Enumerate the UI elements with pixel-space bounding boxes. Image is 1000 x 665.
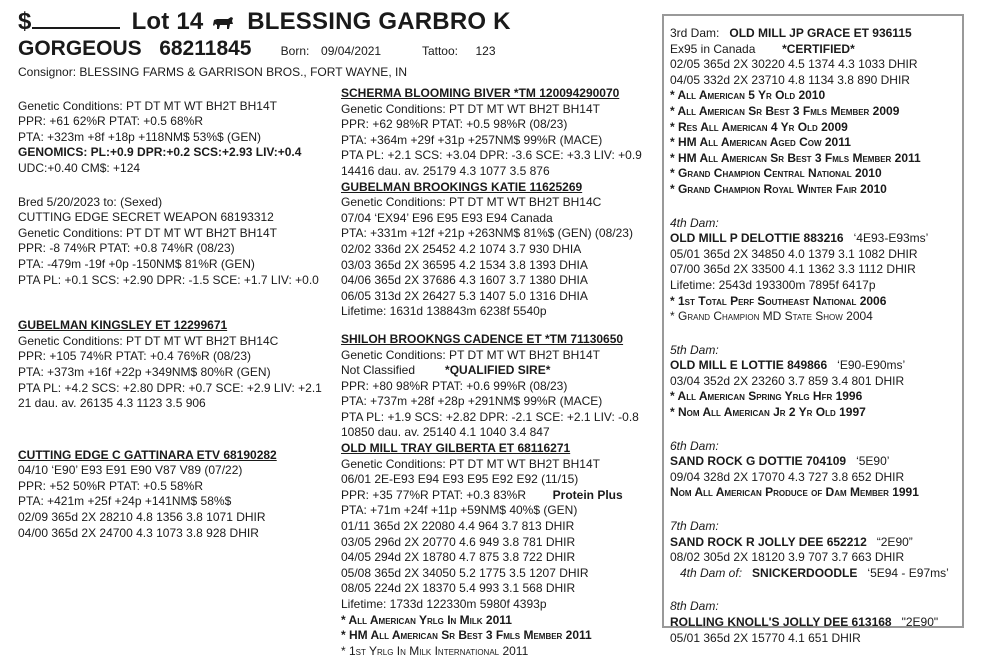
dam-name: CUTTING EDGE C GATTINARA ETV 68190282 (18, 447, 277, 462)
third-dam-classification-line (670, 42, 962, 58)
eighth-dam-name: ROLLING KNOLL'S JOLLY DEE 613168 (670, 615, 892, 629)
sixth-dam-label: 6th Dam: (670, 438, 719, 453)
eighth-dam-line (670, 615, 962, 631)
third-dam-honor: * Grand Champion Royal Winter Fair 2010 (670, 181, 887, 196)
seventh-dam-classification: “2E90” (876, 534, 913, 549)
dam-dam-ppr-line (341, 488, 661, 504)
fourth-dam-lifetime: Lifetime: 2543d 193300m 7895f 6417p (670, 277, 876, 292)
sire-pta-pl: PTA PL: +4.2 SCS: +2.80 DPR: +0.7 SCE: +2.9 LIV: +2.1 (18, 380, 322, 395)
registration-number: 68211845 (159, 37, 252, 60)
bred-pta-pl: PTA PL: +0.1 SCS: +2.90 DPR: -1.5 SCE: +1.7 LIV: +0.0 (18, 272, 319, 287)
genomics-line: GENOMICS: PL:+0.9 DPR:+0.2 SCS:+2.93 LIV:+0.4 (18, 145, 302, 160)
bred-sire: CUTTING EDGE SECRET WEAPON 68193312 (18, 210, 274, 225)
fifth-dam-line (670, 358, 962, 374)
fourth-dam-label: 4th Dam: (670, 215, 719, 230)
sire-dam-record: 06/05 313d 2X 26427 5.3 1407 5.0 1316 DHIA (341, 288, 588, 303)
sire-sire-pta-pl: PTA PL: +2.1 SCS: +3.04 DPR: -3.6 SCE: +3.3 LIV: +0.9 (341, 148, 642, 163)
dam-dam-classification: 06/01 2E-E93 E94 E93 E95 E92 E92 (11/15) (341, 472, 579, 487)
dam-dam-ppr: PPR: +35 77%R PTAT: +0.3 83%R (341, 487, 526, 502)
lot-title-line2 (18, 37, 496, 61)
lot-title-line1 (18, 8, 511, 36)
third-dam-label: 3rd Dam: (670, 26, 720, 40)
bred-pta: PTA: -479m -19f +0p -150NM$ 81%R (GEN) (18, 256, 255, 271)
dam-dam-record: 04/05 294d 2X 18780 4.7 875 3.8 722 DHIR (341, 550, 576, 565)
dam-sire-daughters: 10850 dau. av. 25140 4.1 1040 3.4 847 (341, 425, 550, 440)
seventh-dam-record: 08/02 305d 2X 18120 3.9 707 3.7 663 DHIR (670, 550, 905, 565)
dam-sire-ppr: PPR: +80 98%R PTAT: +0.6 99%R (08/23) (341, 378, 568, 393)
dam-classification: 04/10 ‘E90’ E93 E91 E90 V87 V89 (07/22) (18, 463, 243, 478)
dam-dam-record: 08/05 224d 2X 18370 5.4 993 3.1 568 DHIR (341, 581, 576, 596)
qualified-sire-badge: *QUALIFIED SIRE* (445, 363, 551, 378)
dam-dam-name: OLD MILL TRAY GILBERTA ET 68116271 (341, 441, 571, 456)
eighth-dam-classification: "2E90" (901, 615, 939, 629)
eighth-dam-record: 05/01 365d 2X 15770 4.1 651 DHIR (670, 630, 861, 645)
born-value: 09/04/2021 (321, 44, 382, 58)
sire-dam-name: GUBELMAN BROOKINGS KATIE 11625269 (341, 179, 583, 194)
sire-name: GUBELMAN KINGSLEY ET 12299671 (18, 318, 228, 333)
sire-daughters: 21 dau. av. 26135 4.3 1123 3.5 906 (18, 396, 206, 411)
dam-pta: PTA: +421m +25f +24p +141NM$ 58%$ (18, 494, 232, 509)
sire-dam-record: 03/03 365d 2X 36595 4.2 1534 3.8 1393 DHIA (341, 257, 588, 272)
fourth-dam-record: 07/00 365d 2X 33500 4.1 1362 3.3 1112 DHIR (670, 262, 916, 277)
genetic-conditions: Genetic Conditions: PT DT MT WT BH2T BH14T (18, 98, 277, 113)
sire-sire-ppr: PPR: +62 98%R PTAT: +0.5 98%R (08/23) (341, 117, 568, 132)
fourth-dam-honor: * 1st Total Perf Southeast National 2006 (670, 293, 887, 308)
dam-sire-pta: PTA: +737m +28f +28p +291NM$ 99%R (MACE) (341, 394, 603, 409)
third-dam-record: 04/05 332d 2X 23710 4.8 1134 3.8 890 DHIR (670, 72, 910, 87)
third-dam-line (670, 26, 962, 42)
fourth-dam-record: 05/01 365d 2X 34850 4.0 1379 3.1 1082 DHIR (670, 246, 918, 261)
animal-name-line1: BLESSING GARBRO K (247, 8, 511, 35)
dam-dam-record: 05/08 365d 2X 34050 5.2 1775 3.5 1207 DHIR (341, 565, 589, 580)
sire-sire-daughters: 14416 dau. av. 25179 4.3 1077 3.5 876 (341, 163, 550, 178)
sire-dam-genetic: Genetic Conditions: PT DT MT WT BH2T BH14C (341, 195, 602, 210)
ppr-line: PPR: +61 62%R PTAT: +0.5 68%R (18, 114, 203, 129)
sire-dam-record: 02/02 336d 2X 25452 4.2 1074 3.7 930 DHIA (341, 241, 582, 256)
sire-sire-genetic: Genetic Conditions: PT DT MT WT BH2T BH14T (341, 101, 600, 116)
animal-name-line2: GORGEOUS (18, 37, 142, 60)
pedigree-column (341, 86, 661, 659)
third-dam-honor: * All American Sr Best 3 Fmls Member 2009 (670, 103, 900, 118)
dam-ppr: PPR: +52 50%R PTAT: +0.5 58%R (18, 478, 203, 493)
fourth-dam-of-line (670, 566, 962, 582)
pta-line: PTA: +323m +8f +18p +118NM$ 53%$ (GEN) (18, 129, 262, 144)
third-dam-classification: Ex95 in Canada (670, 41, 756, 56)
sire-dam-classification: 07/04 ‘EX94’ E96 E95 E93 E94 Canada (341, 210, 553, 225)
seventh-dam-label: 7th Dam: (670, 519, 719, 534)
cow-icon (212, 16, 234, 30)
certified-badge: *CERTIFIED* (782, 41, 855, 56)
third-dam-honor: * All American 5 Yr Old 2010 (670, 88, 826, 103)
dam-record: 04/00 365d 2X 24700 4.3 1073 3.8 928 DHIR (18, 525, 259, 540)
third-dam-name: OLD MILL JP GRACE ET 936115 (729, 26, 912, 40)
dam-family-box (662, 14, 964, 645)
sire-dam-pta: PTA: +331m +12f +21p +263NM$ 81%$ (GEN) (08/23) (341, 226, 633, 241)
fourth-dam-classification: ‘4E93-E93ms’ (853, 231, 929, 246)
fifth-dam-record: 03/04 352d 2X 23260 3.7 859 3.4 801 DHIR (670, 373, 905, 388)
fourth-dam-name: OLD MILL P DELOTTIE 883216 (670, 231, 844, 246)
dam-sire-name: SHILOH BROOKNGS CADENCE ET *TM 71130650 (341, 331, 624, 346)
third-dam-honor: * HM All American Aged Cow 2011 (670, 135, 851, 150)
sire-ppr: PPR: +105 74%R PTAT: +0.4 76%R (08/23) (18, 349, 252, 364)
third-dam-honor: * Grand Champion Central National 2010 (670, 166, 882, 181)
sixth-dam-honor: Nom All American Produce of Dam Member 1991 (670, 485, 919, 500)
sire-dam-lifetime: Lifetime: 1631d 138843m 6238f 5540p (341, 304, 547, 319)
dam-dam-record: 01/11 365d 2X 22080 4.4 964 3.7 813 DHIR (341, 519, 575, 534)
sire-sire-name: SCHERMA BLOOMING BIVER *TM 120094290070 (341, 86, 620, 100)
third-dam-honor: * HM All American Sr Best 3 Fmls Member 2011 (670, 150, 921, 165)
tattoo-value: 123 (475, 44, 496, 58)
dam-sire-genetic: Genetic Conditions: PT DT MT WT BH2T BH14T (341, 347, 600, 362)
sixth-dam-classification: ‘5E90’ (856, 454, 890, 469)
bred-ppr: PPR: -8 74%R PTAT: +0.8 74%R (08/23) (18, 241, 235, 256)
fifth-dam-honor: * Nom All American Jr 2 Yr Old 1997 (670, 405, 866, 420)
fifth-dam-label: 5th Dam: (670, 342, 719, 357)
dam-dam-genetic: Genetic Conditions: PT DT MT WT BH2T BH14T (341, 456, 600, 471)
fifth-dam-honor: * All American Spring Yrlg Hfr 1996 (670, 389, 863, 404)
bred-genetic: Genetic Conditions: PT DT MT WT BH2T BH14T (18, 225, 277, 240)
dam-sire-pta-pl: PTA PL: +1.9 SCS: +2.82 DPR: -2.1 SCE: +2.1 LIV: -0.8 (341, 409, 639, 424)
sire-dam-record: 04/06 365d 2X 37686 4.3 1607 3.7 1380 DHIA (341, 273, 588, 288)
dam-sire-classification-line (341, 363, 661, 379)
dam-dam-honor: * 1st Yrlg In Milk International 2011 (341, 643, 529, 658)
dam-sire-classification: Not Classified (341, 363, 416, 378)
sixth-dam-line (670, 454, 962, 470)
fourth-dam-of-name: SNICKERDOODLE (752, 565, 858, 580)
lot-number: Lot 14 (131, 8, 204, 35)
sire-pta: PTA: +373m +16f +22p +349NM$ 80%R (GEN) (18, 364, 271, 379)
born-label: Born: (280, 44, 310, 58)
fourth-dam-of-label: 4th Dam of: (680, 565, 743, 580)
fourth-dam-honor: * Grand Champion MD State Show 2004 (670, 309, 873, 324)
seventh-dam-name: SAND ROCK R JOLLY DEE 652212 (670, 534, 867, 549)
protein-plus-badge: Protein Plus (552, 487, 623, 502)
eighth-dam-label: 8th Dam: (670, 599, 719, 614)
fifth-dam-name: OLD MILL E LOTTIE 849866 (670, 358, 828, 373)
udc-line: UDC:+0.40 CM$: +124 (18, 160, 141, 175)
dam-dam-record: 03/05 296d 2X 20770 4.6 949 3.8 781 DHIR (341, 534, 576, 549)
third-dam-honor: * Res All American 4 Yr Old 2009 (670, 119, 848, 134)
third-dam-record: 02/05 365d 2X 30220 4.5 1374 4.3 1033 DHIR (670, 57, 918, 72)
fifth-dam-classification: ‘E90-E90ms’ (837, 358, 906, 373)
price-blank-line (32, 11, 120, 29)
seventh-dam-line (670, 535, 962, 551)
fourth-dam-of-classification: ‘5E94 - E97ms’ (867, 565, 949, 580)
fourth-dam-line (670, 231, 962, 247)
sire-genetic: Genetic Conditions: PT DT MT WT BH2T BH14C (18, 333, 279, 348)
sire-sire-pta: PTA: +364m +29f +31p +257NM$ 99%R (MACE) (341, 132, 603, 147)
dam-dam-lifetime: Lifetime: 1733d 122330m 5980f 4393p (341, 597, 547, 611)
dam-dam-honor: * All American Yrlg In Milk 2011 (341, 612, 512, 627)
consignor-line: Consignor: BLESSING FARMS & GARRISON BROS., FORT WAYNE, IN (18, 65, 407, 79)
sixth-dam-record: 09/04 328d 2X 17070 4.3 727 3.8 652 DHIR (670, 469, 905, 484)
bred-line: Bred 5/20/2023 to: (Sexed) (18, 194, 163, 209)
dam-dam-honor: * HM All American Sr Best 3 Fmls Member 2011 (341, 628, 592, 643)
tattoo-label: Tattoo: (421, 44, 458, 58)
dam-record: 02/09 365d 2X 28210 4.8 1356 3.8 1071 DHIR (18, 510, 266, 525)
sixth-dam-name: SAND ROCK G DOTTIE 704109 (670, 454, 847, 469)
price-symbol: $ (18, 8, 32, 35)
dam-dam-pta: PTA: +71m +24f +11p +59NM$ 40%$ (GEN) (341, 503, 578, 518)
